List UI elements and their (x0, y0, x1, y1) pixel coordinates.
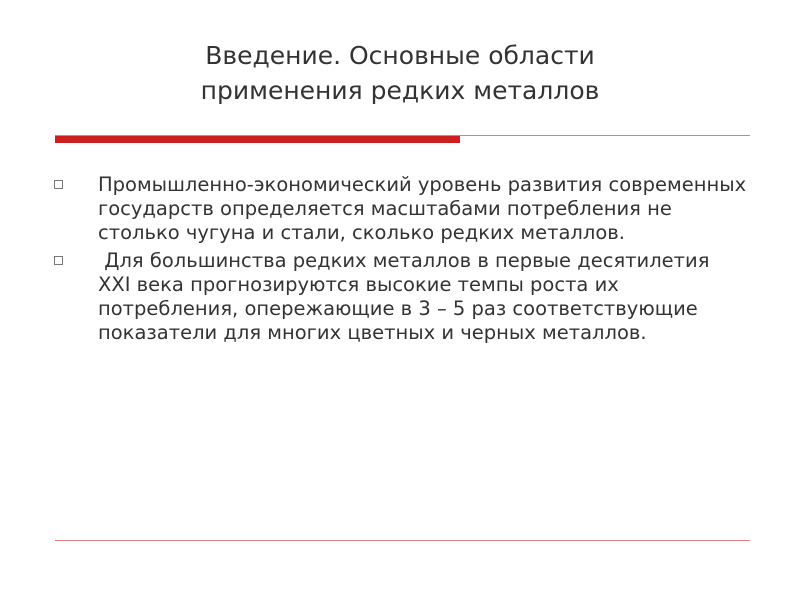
slide-title (100, 38, 700, 108)
list-item (48, 173, 748, 245)
title-line-2: применения редких металлов (200, 76, 600, 105)
hollow-square-bullet-icon (54, 256, 63, 265)
list-item (48, 249, 748, 345)
hollow-square-bullet-icon (54, 180, 63, 189)
title-divider-accent (55, 136, 460, 143)
bullet-text: Для большинства редких металлов в первые десятилетия XXI века прогнозируются высокие темпы роста их потребления, опережающие в 3 – 5 раз соответствующие показатели для многих цветных и черных металлов. (98, 249, 716, 344)
title-line-1: Введение. Основные области (205, 41, 595, 70)
footer-divider (55, 540, 750, 541)
bullet-text: Промышленно-экономический уровень развития современных государств определяется масштабами потребления не столько чугуна и стали, сколько редких металлов. (98, 173, 747, 244)
bullet-list (48, 173, 748, 349)
